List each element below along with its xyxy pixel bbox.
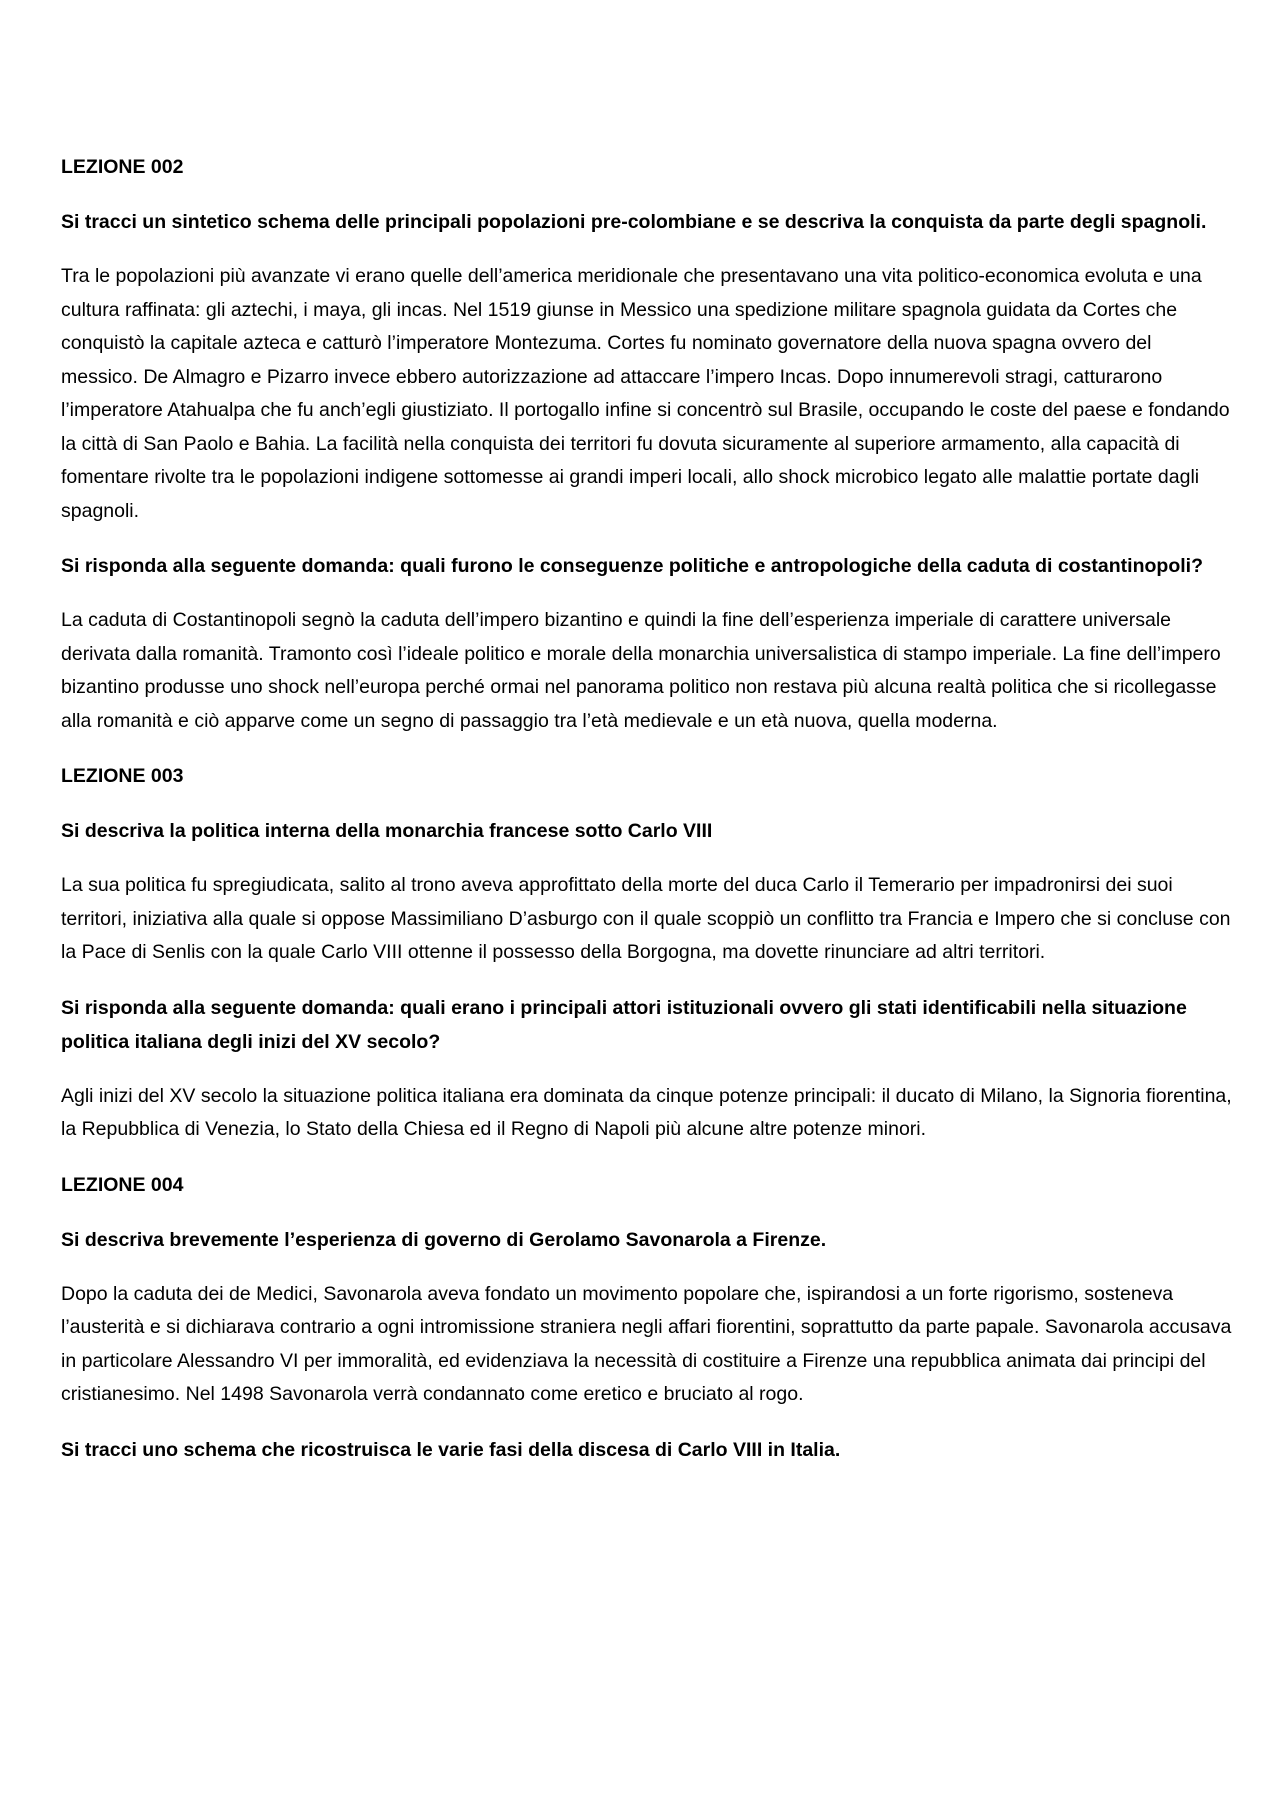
answer-stati-italiani: Agli inizi del XV secolo la situazione politica italiana era dominata da cinque potenze principali: il ducato di Milano, la Signoria fiorentina, la Repubblica di Venezia, lo Stato della Chiesa ed il Regno di Napoli più alcune altre potenze minori. [61,1084,1232,1140]
question-precolombian: Si tracci un sintetico schema delle principali popolazioni pre-colombiane e se descriva la conquista da parte degli spagnoli. [61,211,1207,233]
question-discesa-carlo-viii: Si tracci uno schema che ricostruisca le varie fasi della discesa di Carlo VIII in Italia. [61,1438,841,1461]
lesson-heading-003: LEZIONE 003 [61,765,184,787]
lesson-heading-004: LEZIONE 004 [61,1173,184,1196]
answer-precolombian: Tra le popolazioni più avanzate vi erano quelle dell’america meridionale che presentavano una vita politico-economica evoluta e una cultura raffinata: gli aztechi, i maya, gli incas. Nel 1519 giunse in Messico una spedizione militare spagnola guidata da Cortes che conquistò la capitale azteca e catturò l’imperatore Montezuma. Cortes fu nominato governatore della nuova spagna ovvero del messico. De Almagro e Pizarro invece ebbero autorizzazione ad attaccare l’impero Incas. Dopo innumerevoli stragi, catturarono l’imperatore Atahualpa che fu anch’egli giustiziato. Il portogallo infine si concentrò sul Brasile, occupando le coste del paese e fondando la città di San Paolo e Bahia. La facilità nella conquista dei territori fu dovuta sicuramente al superiore armamento, alla capacità di fomentare rivolte tra le popolazioni indigene sottomesse ai grandi imperi locali, allo shock microbico legato alle malattie portate dagli spagnoli. [61,265,1230,522]
question-stati-italiani: Si risponda alla seguente domanda: quali erano i principali attori istituzionali ovvero gli stati identificabili nella situazione politica italiana degli inizi del XV secolo? [61,996,1187,1053]
lesson-heading-002: LEZIONE 002 [61,156,184,178]
question-carlo-viii-politica: Si descriva la politica interna della monarchia francese sotto Carlo VIII [61,820,713,842]
document-page [61,150,1233,1488]
question-savonarola: Si descriva brevemente l’esperienza di governo di Gerolamo Savonarola a Firenze. [61,1228,827,1251]
answer-costantinopoli: La caduta di Costantinopoli segnò la caduta dell’impero bizantino e quindi la fine dell’esperienza imperiale di carattere universale derivata dalla romanità. Tramonto così l’ideale politico e morale della monarchia universalistica di stampo imperiale. La fine dell’impero bizantino produsse uno shock nell’europa perché ormai nel panorama politico non restava più alcuna realtà politica che si ricollegasse alla romanità e ciò apparve come un segno di passaggio tra l’età medievale e un età nuova, quella moderna. [61,609,1221,732]
answer-carlo-viii-politica: La sua politica fu spregiudicata, salito al trono aveva approfittato della morte del duca Carlo il Temerario per impadronirsi dei suoi territori, iniziativa alla quale si oppose Massimiliano D’asburgo con il quale scoppiò un conflitto tra Francia e Impero che si concluse con la Pace di Senlis con la quale Carlo VIII ottenne il possesso della Borgogna, ma dovette rinunciare ad altri territori. [61,874,1231,963]
question-costantinopoli: Si risponda alla seguente domanda: quali furono le conseguenze politiche e antropologiche della caduta di costantinopoli? [61,555,1203,577]
answer-savonarola: Dopo la caduta dei de Medici, Savonarola aveva fondato un movimento popolare che, ispirandosi a un forte rigorismo, sosteneva l’austerità e si dichiarava contrario a ogni intromissione straniera negli affari fiorentini, soprattutto da parte papale. Savonarola accusava in particolare Alessandro VI per immoralità, ed evidenziava la necessità di costituire a Firenze una repubblica animata dai principi del cristianesimo. Nel 1498 Savonarola verrà condannato come eretico e bruciato al rogo. [61,1282,1232,1405]
